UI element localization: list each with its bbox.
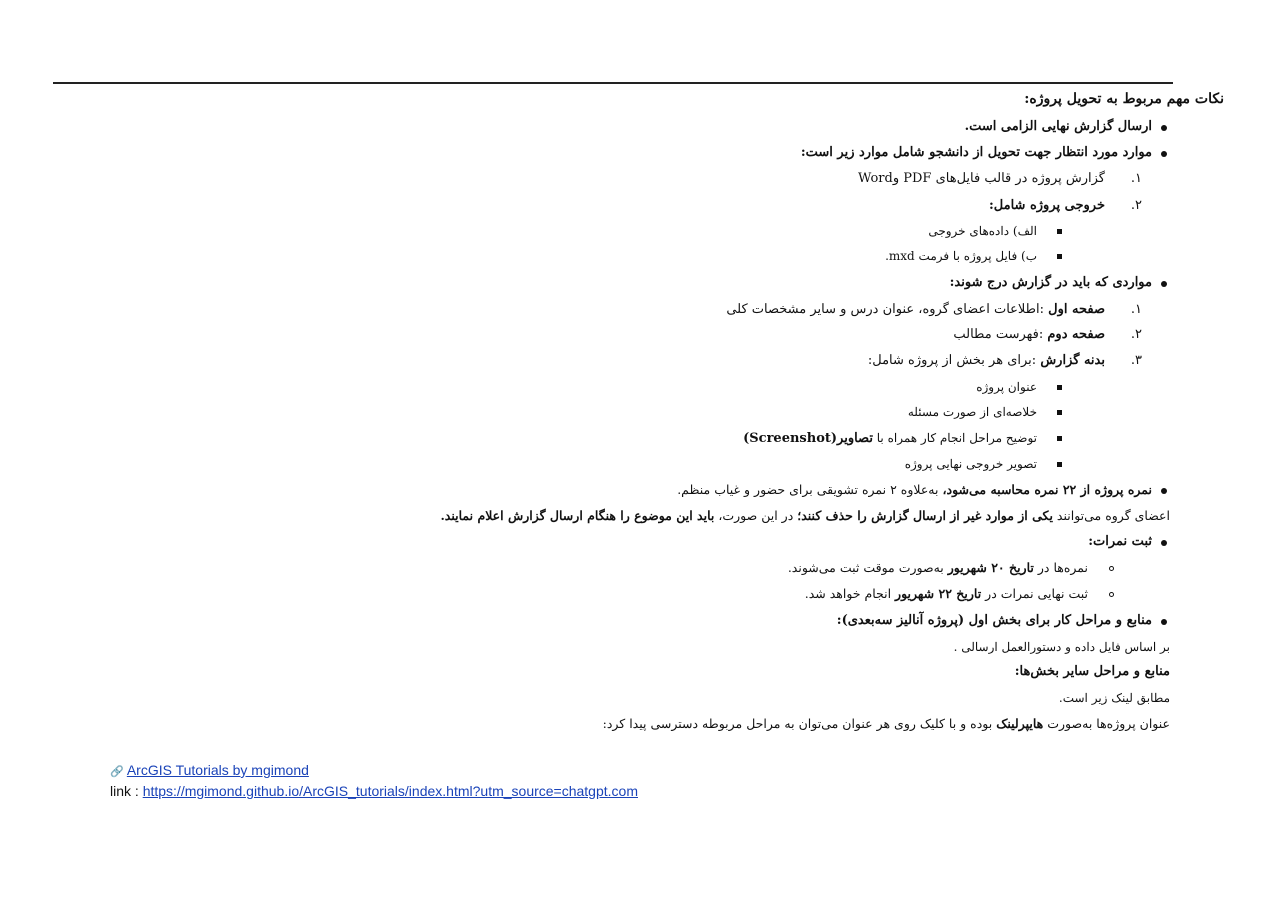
bullet-disc [1161, 619, 1167, 625]
url-line [110, 782, 638, 800]
bullet-disc [1161, 281, 1167, 287]
page-title: نکات مهم مربوط به تحویل پروژه: [1024, 91, 1224, 107]
bullet-square [1057, 436, 1062, 441]
grades-item-1-text-2: به‌صورت موقت ثبت می‌شوند. [787, 560, 948, 575]
grades-item-1-date: تاریخ ۲۰ شهریور [947, 560, 1034, 575]
bullet-disc [1161, 540, 1167, 546]
bullet-disc [1161, 151, 1167, 157]
expected-title: موارد مورد انتظار جهت تحویل از دانشجو شامل موارد زیر است: [800, 145, 1152, 160]
report-item-1 [726, 301, 1105, 319]
hyperlink-note-bold: هایپرلینک [996, 716, 1044, 731]
bullet-circle [1109, 592, 1114, 597]
body-item-2: خلاصه‌ای از صورت مسئله [907, 405, 1037, 419]
grade-text [677, 481, 1152, 499]
url-link[interactable]: https://mgimond.github.io/ArcGIS_tutorials/index.html?utm_source=chatgpt.com [142, 783, 638, 799]
report-item-2-text: :فهرست مطالب [953, 327, 1048, 342]
hyperlink-note-text: عنوان پروژه‌ها به‌صورت [1043, 716, 1170, 731]
bullet-square [1057, 229, 1062, 234]
members-bold-2: باید این موضوع را هنگام ارسال گزارش اعلام نمایند. [440, 508, 715, 523]
body-item-4: تصویر خروجی نهایی پروژه [904, 457, 1037, 471]
grades-item-2-text: ثبت نهایی نمرات در [981, 586, 1088, 601]
bullet-square [1057, 254, 1062, 259]
grade-bold: نمره پروژه از ۲۲ نمره محاسبه می‌شود، [942, 482, 1152, 497]
report-item-1-label: صفحه اول [1048, 302, 1105, 317]
grades-item-1-text: نمره‌ها در [1033, 560, 1088, 575]
bullet-square [1057, 385, 1062, 390]
body-item-1: عنوان پروژه [976, 380, 1037, 394]
bullet-square [1057, 410, 1062, 415]
final-report-text: ارسال گزارش نهایی الزامی است. [964, 119, 1152, 134]
body-item-3 [743, 429, 1037, 448]
other-sources-title: منابع و مراحل سایر بخش‌ها: [1014, 664, 1170, 679]
grades-item-2 [805, 585, 1088, 603]
report-item-3 [868, 352, 1105, 370]
sources-title: منابع و مراحل کار برای بخش اول (پروژه آنالیز سه‌بعدی): [836, 613, 1152, 628]
expected-item-1: گزارش پروژه در قالب فایل‌های PDF وWord [857, 171, 1105, 186]
link-prefix: link : [110, 783, 143, 799]
hyperlink-note [603, 715, 1170, 733]
report-item-2-label: صفحه دوم [1047, 327, 1105, 342]
body-item-3-bold: تصاویر(Screenshot) [743, 431, 873, 446]
body-item-3-text: توضیح مراحل انجام کار همراه با [872, 431, 1037, 445]
sources-text: بر اساس فایل داده و دستورالعمل ارسالی . [953, 640, 1170, 654]
grades-item-2-text-2: انجام خواهد شد. [804, 586, 896, 601]
members-normal: اعضای گروه می‌توانند [1052, 508, 1170, 523]
grade-normal: به‌علاوه ۲ نمره تشویقی برای حضور و غیاب منظم. [677, 482, 943, 497]
grades-item-1 [788, 559, 1088, 577]
list-number: ۳. [1130, 353, 1142, 368]
link-icon: 🔗 [110, 766, 124, 778]
report-title: مواردی که باید در گزارش درج شوند: [949, 275, 1152, 290]
report-item-3-label: بدنه گزارش [1040, 353, 1105, 368]
grades-item-2-date: تاریخ ۲۲ شهریور [895, 586, 982, 601]
members-bold: یکی از موارد غیر از ارسال گزارش را حذف کنند؛ [797, 508, 1053, 523]
grades-title: ثبت نمرات: [1088, 534, 1152, 549]
tutorial-link-line [110, 761, 309, 781]
bullet-disc [1161, 125, 1167, 131]
other-sources-text: مطابق لینک زیر است. [1058, 691, 1170, 705]
expected-item-2a: الف) داده‌های خروجی [928, 224, 1037, 238]
bullet-square [1057, 462, 1062, 467]
bullet-circle [1109, 566, 1114, 571]
members-normal-2: در این صورت، [714, 508, 798, 523]
hyperlink-note-text-2: بوده و با کلیک روی هر عنوان می‌توان به مراحل مربوطه دسترسی پیدا کرد: [602, 716, 997, 731]
report-item-2 [953, 326, 1105, 344]
list-number: ۱. [1130, 171, 1142, 186]
report-item-1-text: :اطلاعات اعضای گروه، عنوان درس و سایر مشخصات کلی [726, 302, 1049, 317]
members-text [440, 507, 1170, 525]
list-number: ۱. [1130, 302, 1142, 317]
list-number: ۲. [1130, 327, 1142, 342]
expected-item-2b: ب) فایل پروژه با فرمت mxd. [885, 249, 1037, 263]
tutorial-link[interactable]: ArcGIS Tutorials by mgimond [126, 762, 309, 778]
list-number: ۲. [1130, 198, 1142, 213]
report-item-3-text: :برای هر بخش از پروژه شامل: [867, 353, 1041, 368]
expected-item-2: خروجی پروژه شامل: [988, 198, 1105, 213]
bullet-disc [1161, 488, 1167, 494]
top-rule [53, 82, 1173, 84]
